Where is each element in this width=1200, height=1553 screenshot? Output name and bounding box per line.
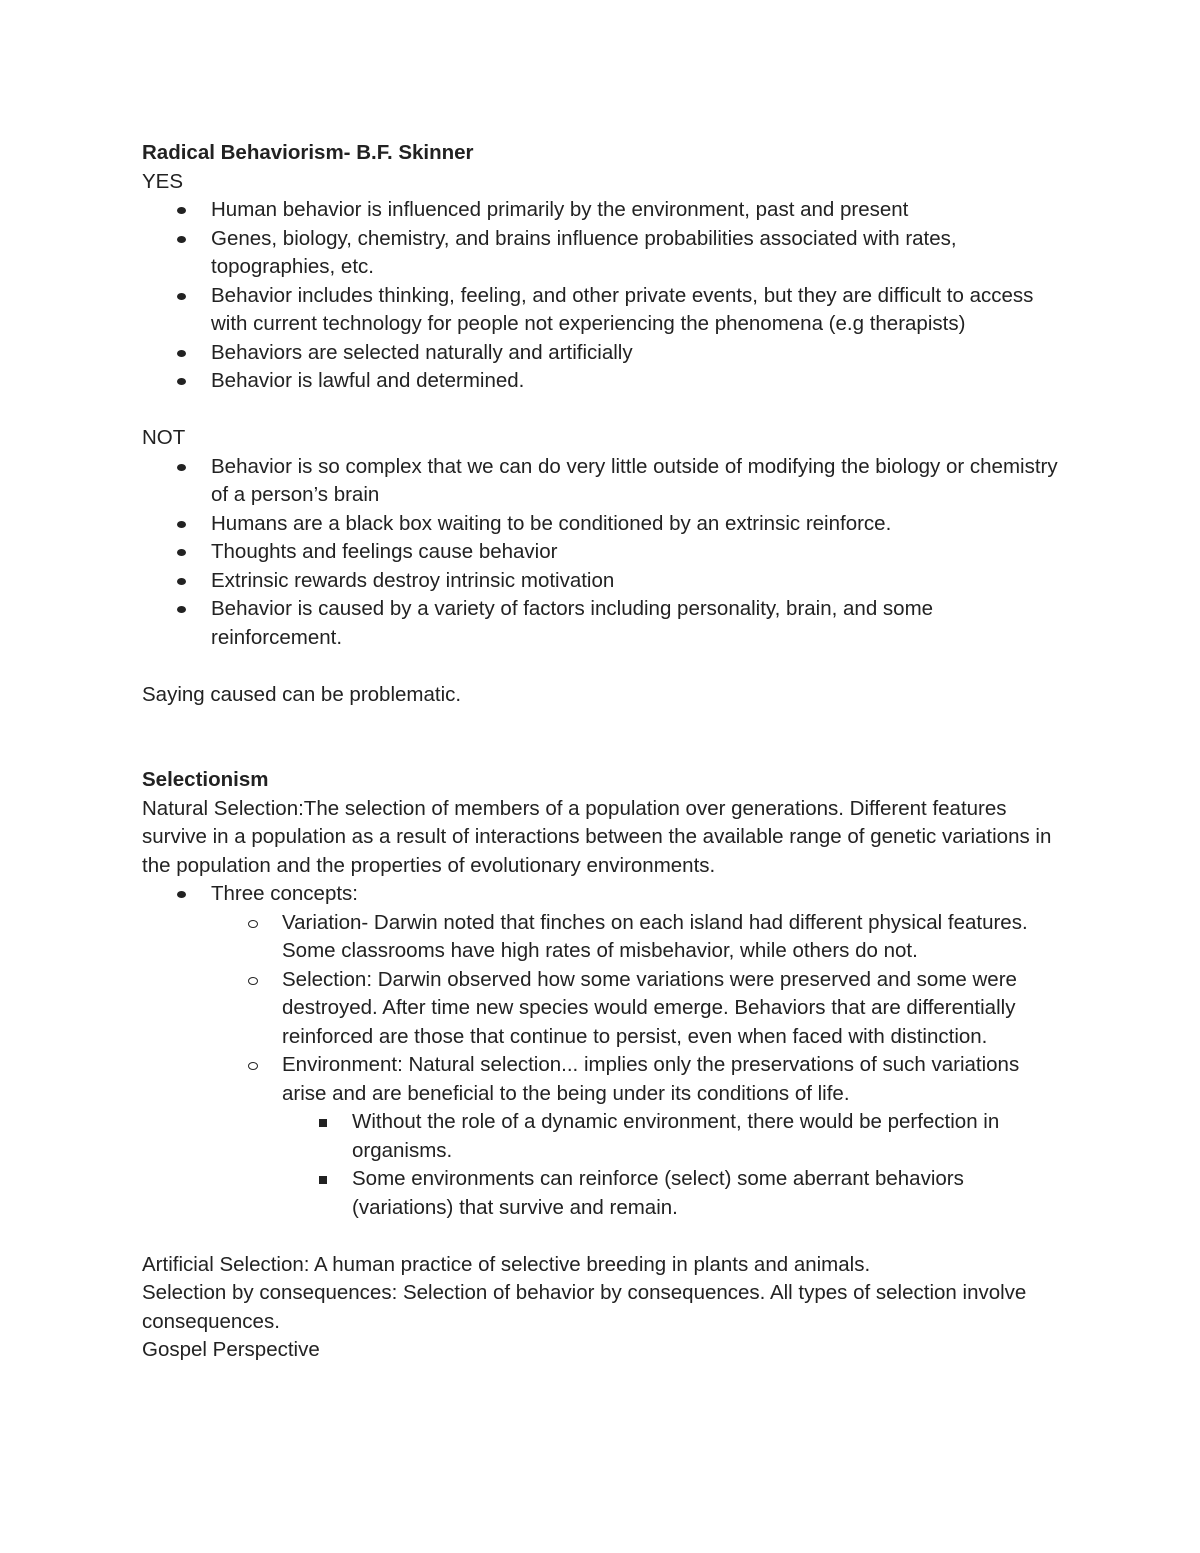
bullet-circle-icon (248, 909, 260, 938)
list-item: Thoughts and feelings cause behavior (142, 538, 1062, 567)
list-item: Three concepts: (142, 880, 1062, 909)
list-item: Humans are a black box waiting to be conditioned by an extrinsic reinforce. (142, 510, 1062, 539)
bullet-disc-icon (177, 567, 187, 596)
bullet-disc-icon (177, 367, 187, 396)
spacer (142, 1222, 1062, 1251)
bullet-circle-icon (248, 966, 260, 995)
yes-list (142, 196, 1062, 396)
section-title-selectionism: Selectionism (142, 768, 269, 791)
spacer (142, 652, 1062, 681)
list-item: Behavior includes thinking, feeling, and other private events, but they are difficult to access with current technology for people not experiencing the phenomena (e.g therapists) (142, 282, 1062, 339)
spacer (142, 396, 1062, 425)
bullet-disc-icon (177, 880, 187, 909)
document-page (142, 139, 1062, 1365)
natural-selection-paragraph: Natural Selection:The selection of members of a population over generations. Different features survive in a population as a result of interactions between the available range of genetic variations in the population and the properties of evolutionary environments. (142, 796, 1052, 877)
list-item: Some environments can reinforce (select) some aberrant behaviors (variations) that survive and remain. (142, 1165, 1062, 1222)
bullet-disc-icon (177, 453, 187, 482)
list-item: Behavior is so complex that we can do very little outside of modifying the biology or chemistry of a person’s brain (142, 453, 1062, 510)
bullet-circle-icon (248, 1051, 260, 1080)
list-item: Extrinsic rewards destroy intrinsic motivation (142, 567, 1062, 596)
bullet-disc-icon (177, 196, 187, 225)
bullet-square-icon (319, 1108, 329, 1137)
spacer (142, 709, 1062, 766)
list-item: Selection: Darwin observed how some variations were preserved and some were destroyed. After time new species would emerge. Behaviors that are differentially reinforced are those that continue to persist, even when faced with distinction. (142, 966, 1062, 1052)
artificial-selection-paragraph: Artificial Selection: A human practice of selective breeding in plants and animals. (142, 1252, 871, 1276)
list-item: Environment: Natural selection... implies only the preservations of such variations arise and are beneficial to the being under its conditions of life. (142, 1051, 1062, 1108)
not-label: NOT (142, 426, 186, 449)
list-item: Behavior is lawful and determined. (142, 367, 1062, 396)
section-title-radical-behaviorism: Radical Behaviorism- B.F. Skinner (142, 141, 474, 164)
list-item: Genes, biology, chemistry, and brains influence probabilities associated with rates, topographies, etc. (142, 225, 1062, 282)
gospel-perspective-line: Gospel Perspective (142, 1338, 320, 1361)
note-paragraph: Saying caused can be problematic. (142, 682, 462, 706)
bullet-disc-icon (177, 225, 187, 254)
bullet-disc-icon (177, 538, 187, 567)
selection-by-consequences-paragraph: Selection by consequences: Selection of behavior by consequences. All types of selection involve consequences. (142, 1281, 1027, 1333)
bullet-disc-icon (177, 282, 187, 311)
list-item: Behavior is caused by a variety of factors including personality, brain, and some reinforcement. (142, 595, 1062, 652)
list-item: Human behavior is influenced primarily by the environment, past and present (142, 196, 1062, 225)
not-list (142, 453, 1062, 653)
bullet-disc-icon (177, 510, 187, 539)
concepts-list (142, 880, 1062, 909)
concepts-sublist (142, 909, 1062, 1109)
bullet-square-icon (319, 1165, 329, 1194)
environment-sublist (142, 1108, 1062, 1222)
list-item: Behaviors are selected naturally and artificially (142, 339, 1062, 368)
list-item: Variation- Darwin noted that finches on each island had different physical features. Some classrooms have high rates of misbehavior, while others do not. (142, 909, 1062, 966)
bullet-disc-icon (177, 339, 187, 368)
yes-label: YES (142, 169, 184, 193)
list-item: Without the role of a dynamic environment, there would be perfection in organisms. (142, 1108, 1062, 1165)
bullet-disc-icon (177, 595, 187, 624)
